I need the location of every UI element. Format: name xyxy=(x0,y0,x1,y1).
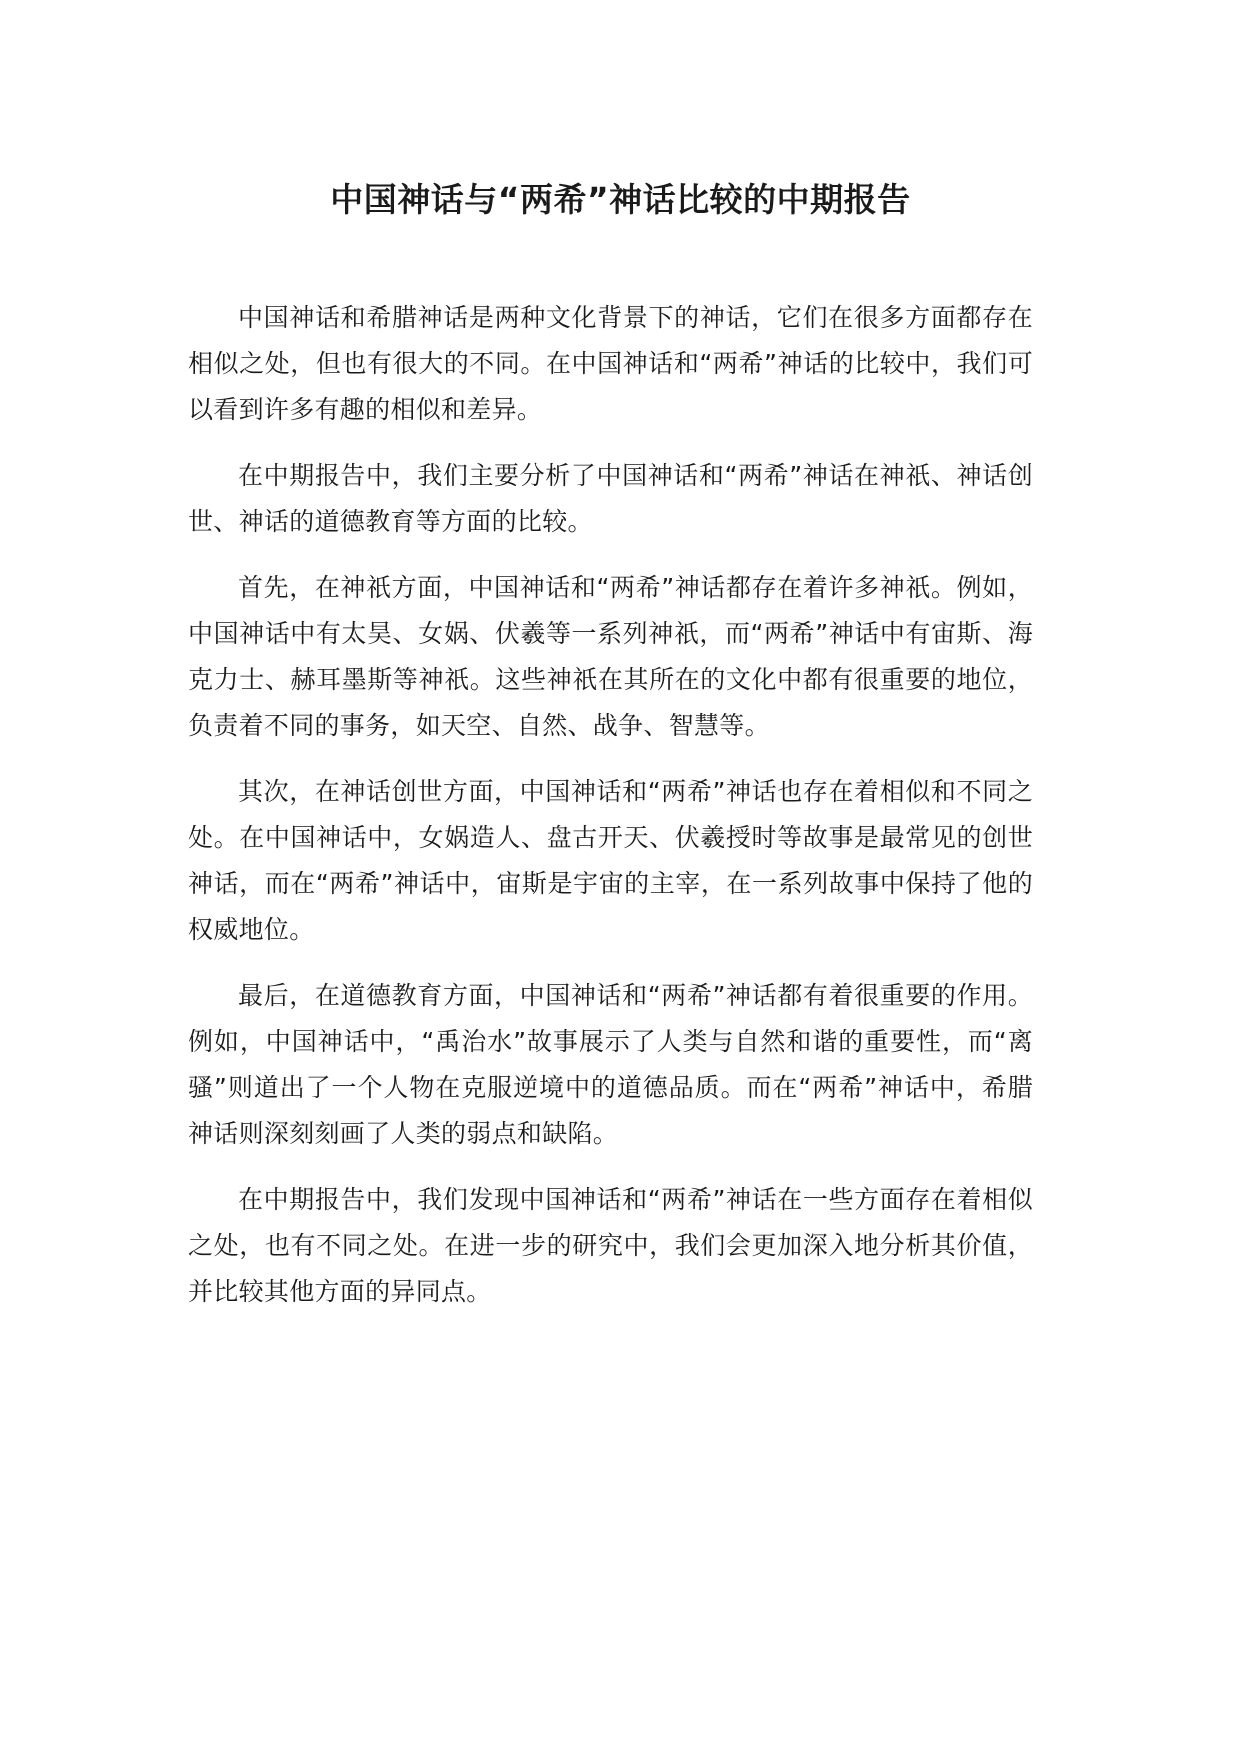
paragraph-2: 在中期报告中，我们主要分析了中国神话和“两希”神话在神祇、神话创世、神话的道德教育等方面的比较。 xyxy=(188,461,1033,536)
document-title: 中国神话与“两希”神话比较的中期报告 xyxy=(330,180,911,219)
paragraph-1: 中国神话和希腊神话是两种文化背景下的神话，它们在很多方面都存在相似之处，但也有很大的不同。在中国神话和“两希”神话的比较中，我们可以看到许多有趣的相似和差异。 xyxy=(188,303,1033,424)
paragraph-6: 在中期报告中，我们发现中国神话和“两希”神话在一些方面存在着相似之处，也有不同之处。在进一步的研究中，我们会更加深入地分析其价值，并比较其他方面的异同点。 xyxy=(188,1185,1033,1306)
paragraph-3: 首先，在神祇方面，中国神话和“两希”神话都存在着许多神祇。例如，中国神话中有太昊、女娲、伏羲等一系列神祇，而“两希”神话中有宙斯、海克力士、赫耳墨斯等神祇。这些神祇在其所在的文化中都有很重要的地位，负责着不同的事务，如天空、自然、战争、智慧等。 xyxy=(188,573,1033,740)
document-body xyxy=(188,295,1033,1335)
paragraph-4: 其次，在神话创世方面，中国神话和“两希”神话也存在着相似和不同之处。在中国神话中，女娲造人、盘古开天、伏羲授时等故事是最常见的创世神话，而在“两希”神话中，宙斯是宇宙的主宰，在一系列故事中保持了他的权威地位。 xyxy=(188,777,1033,944)
paragraph-5: 最后，在道德教育方面，中国神话和“两希”神话都有着很重要的作用。例如，中国神话中，“禹治水”故事展示了人类与自然和谐的重要性，而“离骚”则道出了一个人物在克服逆境中的道德品质。而在“两希”神话中，希腊神话则深刻刻画了人类的弱点和缺陷。 xyxy=(188,981,1033,1148)
